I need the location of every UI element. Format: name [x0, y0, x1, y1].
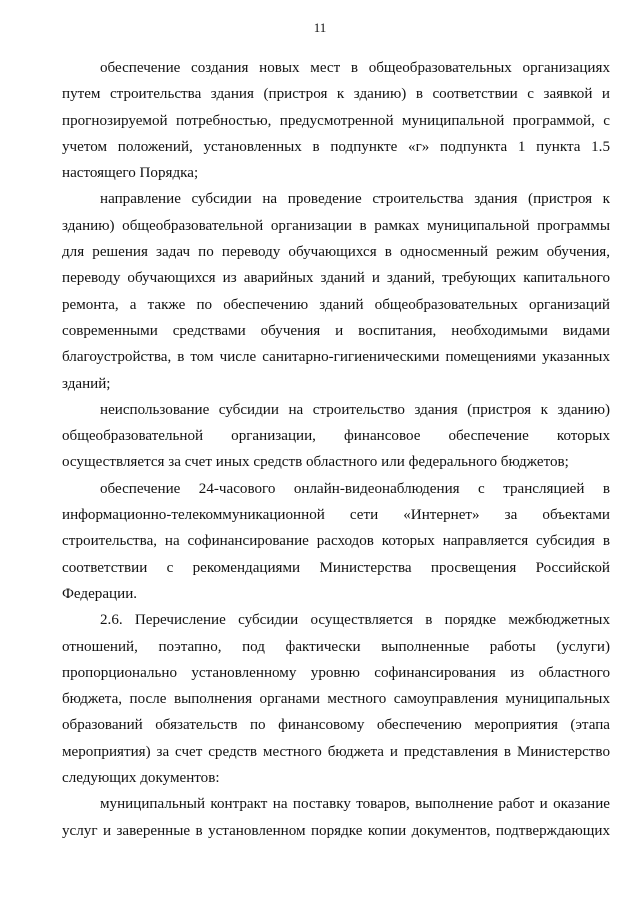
paragraph-non-use-subsidy: неиспользование субсидии на строительство здания (пристроя к зданию) общеобразовательной организации, финансовое обеспечение которых осуществляется за счет иных средств областного или федерального бюджетов;: [62, 401, 610, 471]
paragraph-new-places: обеспечение создания новых мест в общеобразовательных организациях путем строительства здания (пристроя к зданию) в соответствии с заявкой и прогнозируемой потребностью, предусмотренной муниципальной программой, с учетом положений, установленных в подпункте «г» подпункта 1 пункта 1.5 настоящего Порядка;: [62, 60, 610, 182]
paragraph-section-2-6: 2.6. Перечисление субсидии осуществляется в порядке межбюджетных отношений, поэтапно, под фактически выполненные работы (услуги) пропорционально установленному уровню софинансирования из областного бюджета, после выполнения органами местного самоуправления муниципальных образований обязательств по финансовому обеспечению мероприятия (этапа мероприятия) за счет средств местного бюджета и представления в Министерство следующих документов:: [62, 612, 610, 787]
paragraph-video-surveillance: обеспечение 24-часового онлайн-видеонаблюдения с трансляцией в информационно-телекоммуникационной сети «Интернет» за объектами строительства, на софинансирование расходов которых направляется субсидия в соответствии с рекомендациями Министерства просвещения Российской Федерации.: [62, 480, 610, 602]
page-number: 11: [313, 20, 327, 35]
paragraph-subsidy-direction: направление субсидии на проведение строительства здания (пристроя к зданию) общеобразовательной организации в рамках муниципальной программы для решения задач по переводу обучающихся в односменный режим обучения, переводу обучающихся из аварийных зданий и зданий, требующих капитального ремонта, а также по обеспечению зданий общеобразовательных организаций современными средствами обучения и воспитания, необходимыми видами благоустройства, в том числе санитарно-гигиеническими помещениями указанных зданий;: [62, 191, 610, 392]
document-body: [62, 55, 610, 844]
paragraph-municipal-contract: муниципальный контракт на поставку товаров, выполнение работ и оказание услуг и заверенные в установленном порядке копии документов, подтверждающих: [62, 796, 610, 839]
